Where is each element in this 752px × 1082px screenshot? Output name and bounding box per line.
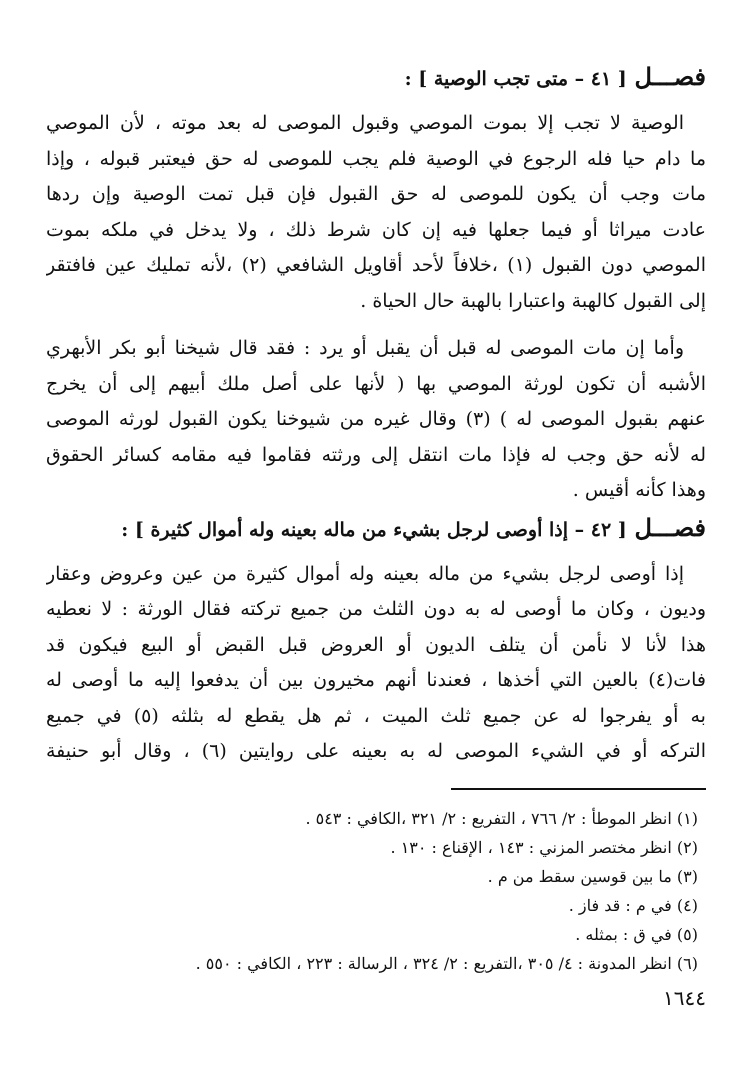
text-line: الموصي دون القبول (١) ،خلافاً لأحد أقاويل الشافعي (٢) ،لأنه تمليك عين فافتقر	[46, 254, 706, 276]
text-line: ما دام حيا فله الرجوع في الوصية فلم يجب للموصى له حق فيعتبر قبوله ، وإذا	[46, 147, 706, 170]
section-42-paragraph	[46, 557, 706, 770]
footnote-1: (١) انظر الموطأ : ٢/ ٧٦٦ ، التفريع : ٢/ ٣٢١ ،الكافي : ٥٤٣ .	[305, 808, 698, 828]
text-line: مات وجب أن يكون للموصى له حق القبول فإن قبل تمت الوصية وإن ردها	[46, 183, 706, 205]
page-number: ١٦٤٤	[663, 986, 706, 1010]
footnote-divider	[451, 788, 706, 790]
text-line: له لأنه حق وجب له فإذا مات انتقل إلى ورثته فقاموا فيه مقامه كسائر الحقوق	[46, 443, 706, 466]
section-42-label: فصـــل	[634, 512, 706, 542]
footnote-2: (٢) انظر مختصر المزني : ١٤٣ ، الإقناع : ١٣٠ .	[390, 837, 698, 857]
section-42-title: [ ٤٢ – إذا أوصى لرجل بشيء من ماله بعينه وله أموال كثيرة ] :	[121, 518, 627, 541]
footnote-4: (٤) في م : قد فاز .	[568, 895, 698, 915]
footnote-5: (٥) في ق : بمثله .	[575, 924, 698, 944]
text-line: الأشبه أن تكون لورثة الموصي بها ( لأنها على أصل ملك أبيهم إلى أن يخرج	[46, 372, 706, 395]
section-41-heading	[46, 58, 706, 98]
section-42-heading	[46, 509, 706, 549]
text-line: هذا لأنا لا نأمن أن يتلف الديون أو العروض قبل القبض أو البيع فيكون قد	[46, 633, 706, 656]
footnote-6: (٦) انظر المدونة : ٤/ ٣٠٥ ،التفريع : ٢/ ٣٢٤ ، الرسالة : ٢٢٣ ، الكافي : ٥٥٠ .	[195, 953, 698, 973]
text-line: عادت ميراثا أو فيما جعلها فيه إن كان شرط ذلك ، ولا يدخل في ملكه بموت	[46, 218, 706, 241]
text-line: عنهم بقبول الموصى له ) (٣) وقال غيره من شيوخنا يكون القبول لورثه الموصى	[46, 408, 706, 430]
section-41-paragraph-2	[46, 331, 706, 509]
text-line: به أو يفرجوا له عن جميع ثلث الميت ، ثم هل يقطع له بثلثه (٥) في جميع	[46, 704, 706, 727]
section-41-title: [ ٤١ – متى تجب الوصية ] :	[404, 68, 627, 90]
section-41-label: فصـــل	[634, 62, 706, 91]
text-line: التركه أو في الشيء الموصى له به بعينه على روايتين (٦) ، وقال أبو حنيفة	[46, 740, 706, 762]
text-line: وديون ، وكان ما أوصى له به دون الثلث من جميع تركته فقال الورثة : لا نعطيه	[46, 598, 706, 620]
text-line: وأما إن مات الموصى له قبل أن يقبل أو يرد : فقد قال شيخنا أبو بكر الأبهري	[46, 337, 684, 359]
footnotes	[46, 804, 706, 978]
footnote-3: (٣) ما بين قوسين سقط من م .	[487, 866, 698, 886]
text-line: الوصية لا تجب إلا بموت الموصي وقبول الموصى له بعد موته ، لأن الموصي	[46, 112, 684, 134]
text-line: فات(٤) بالعين التي أخذها ، فعندنا أنهم مخيرون بين أن يدفعوا إليه ما أوصى له	[46, 669, 706, 691]
text-line: وهذا كأنه أقيس .	[572, 479, 706, 501]
section-41-paragraph-1	[46, 106, 706, 319]
text-line: إلى القبول كالهبة واعتبارا بالهبة حال الحياة .	[360, 289, 706, 312]
text-line: إذا أوصى لرجل بشيء من ماله بعينه وله أموال كثيرة من عين وعروض وعقار	[46, 562, 684, 585]
